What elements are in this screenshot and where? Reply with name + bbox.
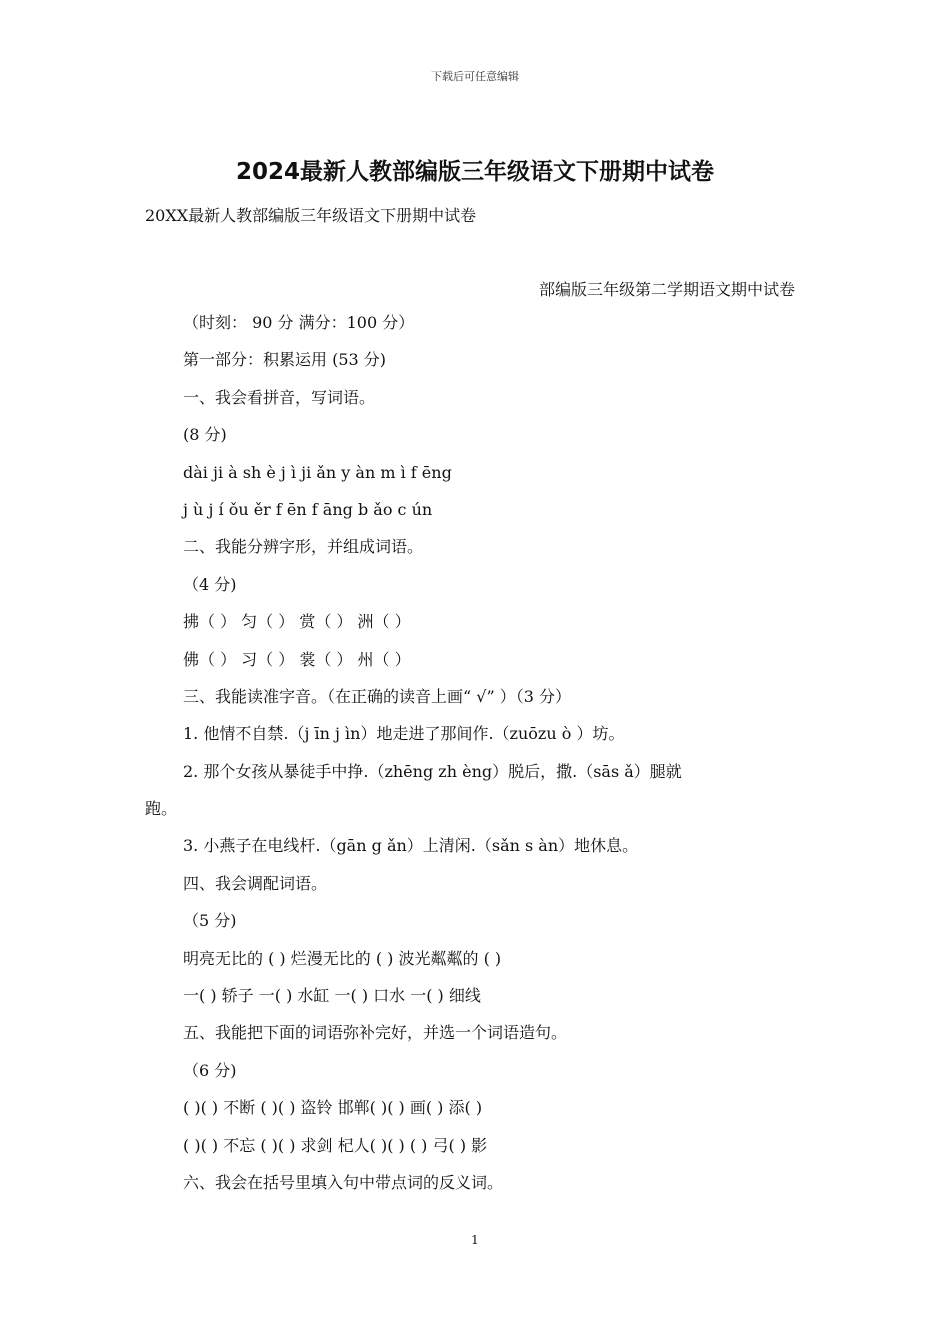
question-3-heading: 三、我能读准字音。（在正确的读音上画“ √” ）（3 分） — [183, 686, 571, 706]
page-number: 1 — [471, 1233, 479, 1247]
page-title: 2024最新人教部编版三年级语文下册期中试卷 — [235, 159, 714, 185]
exam-name: 部编版三年级第二学期语文期中试卷 — [538, 280, 795, 299]
pinyin-row-1: dài ji à sh è j ì ji ǎn y àn m ì f ēng — [183, 462, 452, 482]
question-5-heading: 五、我能把下面的词语弥补完好，并选一个词语造句。 — [183, 1023, 568, 1043]
pinyin-row-2: j ù j í ǒu ěr f ēn f āng b ǎo c ún — [183, 499, 433, 519]
question-2-heading: 二、我能分辨字形，并组成词语。 — [183, 537, 424, 557]
subtitle: 20XX最新人教部编版三年级语文下册期中试卷 — [145, 206, 477, 225]
char-row-1: 拂（ ） 匀（ ） 赏（ ） 洲（ ） — [183, 612, 411, 632]
idiom-row-2: ( )( ) 不忘 ( )( ) 求剑 杞人( )( ) ( ) 弓( ) 影 — [183, 1135, 488, 1155]
question-3-item-3: 3. 小燕子在电线杆.（gān g ǎn）上清闲.（sǎn s àn）地休息。 — [183, 836, 639, 856]
question-1-score: (8 分) — [183, 425, 227, 445]
question-3-item-2: 2. 那个女孩从暴徒手中挣.（zhēng zh èng）脱后，撒.（sās ǎ）腿就 — [183, 761, 682, 781]
section-part-one: 第一部分：积累运用 (53 分) — [183, 350, 387, 370]
question-3-item-2-cont: 跑。 — [145, 799, 178, 819]
question-2-score: （4 分) — [183, 574, 237, 594]
question-4-heading: 四、我会调配词语。 — [183, 873, 328, 893]
char-row-2: 佛（ ） 习（ ） 裳（ ） 州（ ） — [183, 649, 411, 669]
exam-time-info: （时刻： 90 分 满分：100 分） — [183, 313, 415, 332]
question-3-item-1: 1. 他情不自禁.（j īn j ìn）地走进了那间作.（zuōzu ò ）坊。 — [183, 724, 625, 744]
question-5-score: （6 分) — [183, 1060, 237, 1080]
question-1-heading: 一、我会看拼音，写词语。 — [183, 387, 376, 407]
exam-body — [145, 313, 810, 1210]
header-note: 下载后可任意编辑 — [431, 70, 519, 83]
question-4-score: （5 分) — [183, 911, 237, 931]
question-6-heading: 六、我会在括号里填入句中带点词的反义词。 — [183, 1172, 504, 1192]
word-match-row-1: 明亮无比的 ( ) 烂漫无比的 ( ) 波光粼粼的 ( ) — [183, 948, 502, 968]
word-match-row-2: 一( ) 轿子 一( ) 水缸 一( ) 口水 一( ) 细线 — [183, 986, 481, 1006]
idiom-row-1: ( )( ) 不断 ( )( ) 盗铃 邯郸( )( ) 画( ) 添( ) — [183, 1098, 483, 1118]
